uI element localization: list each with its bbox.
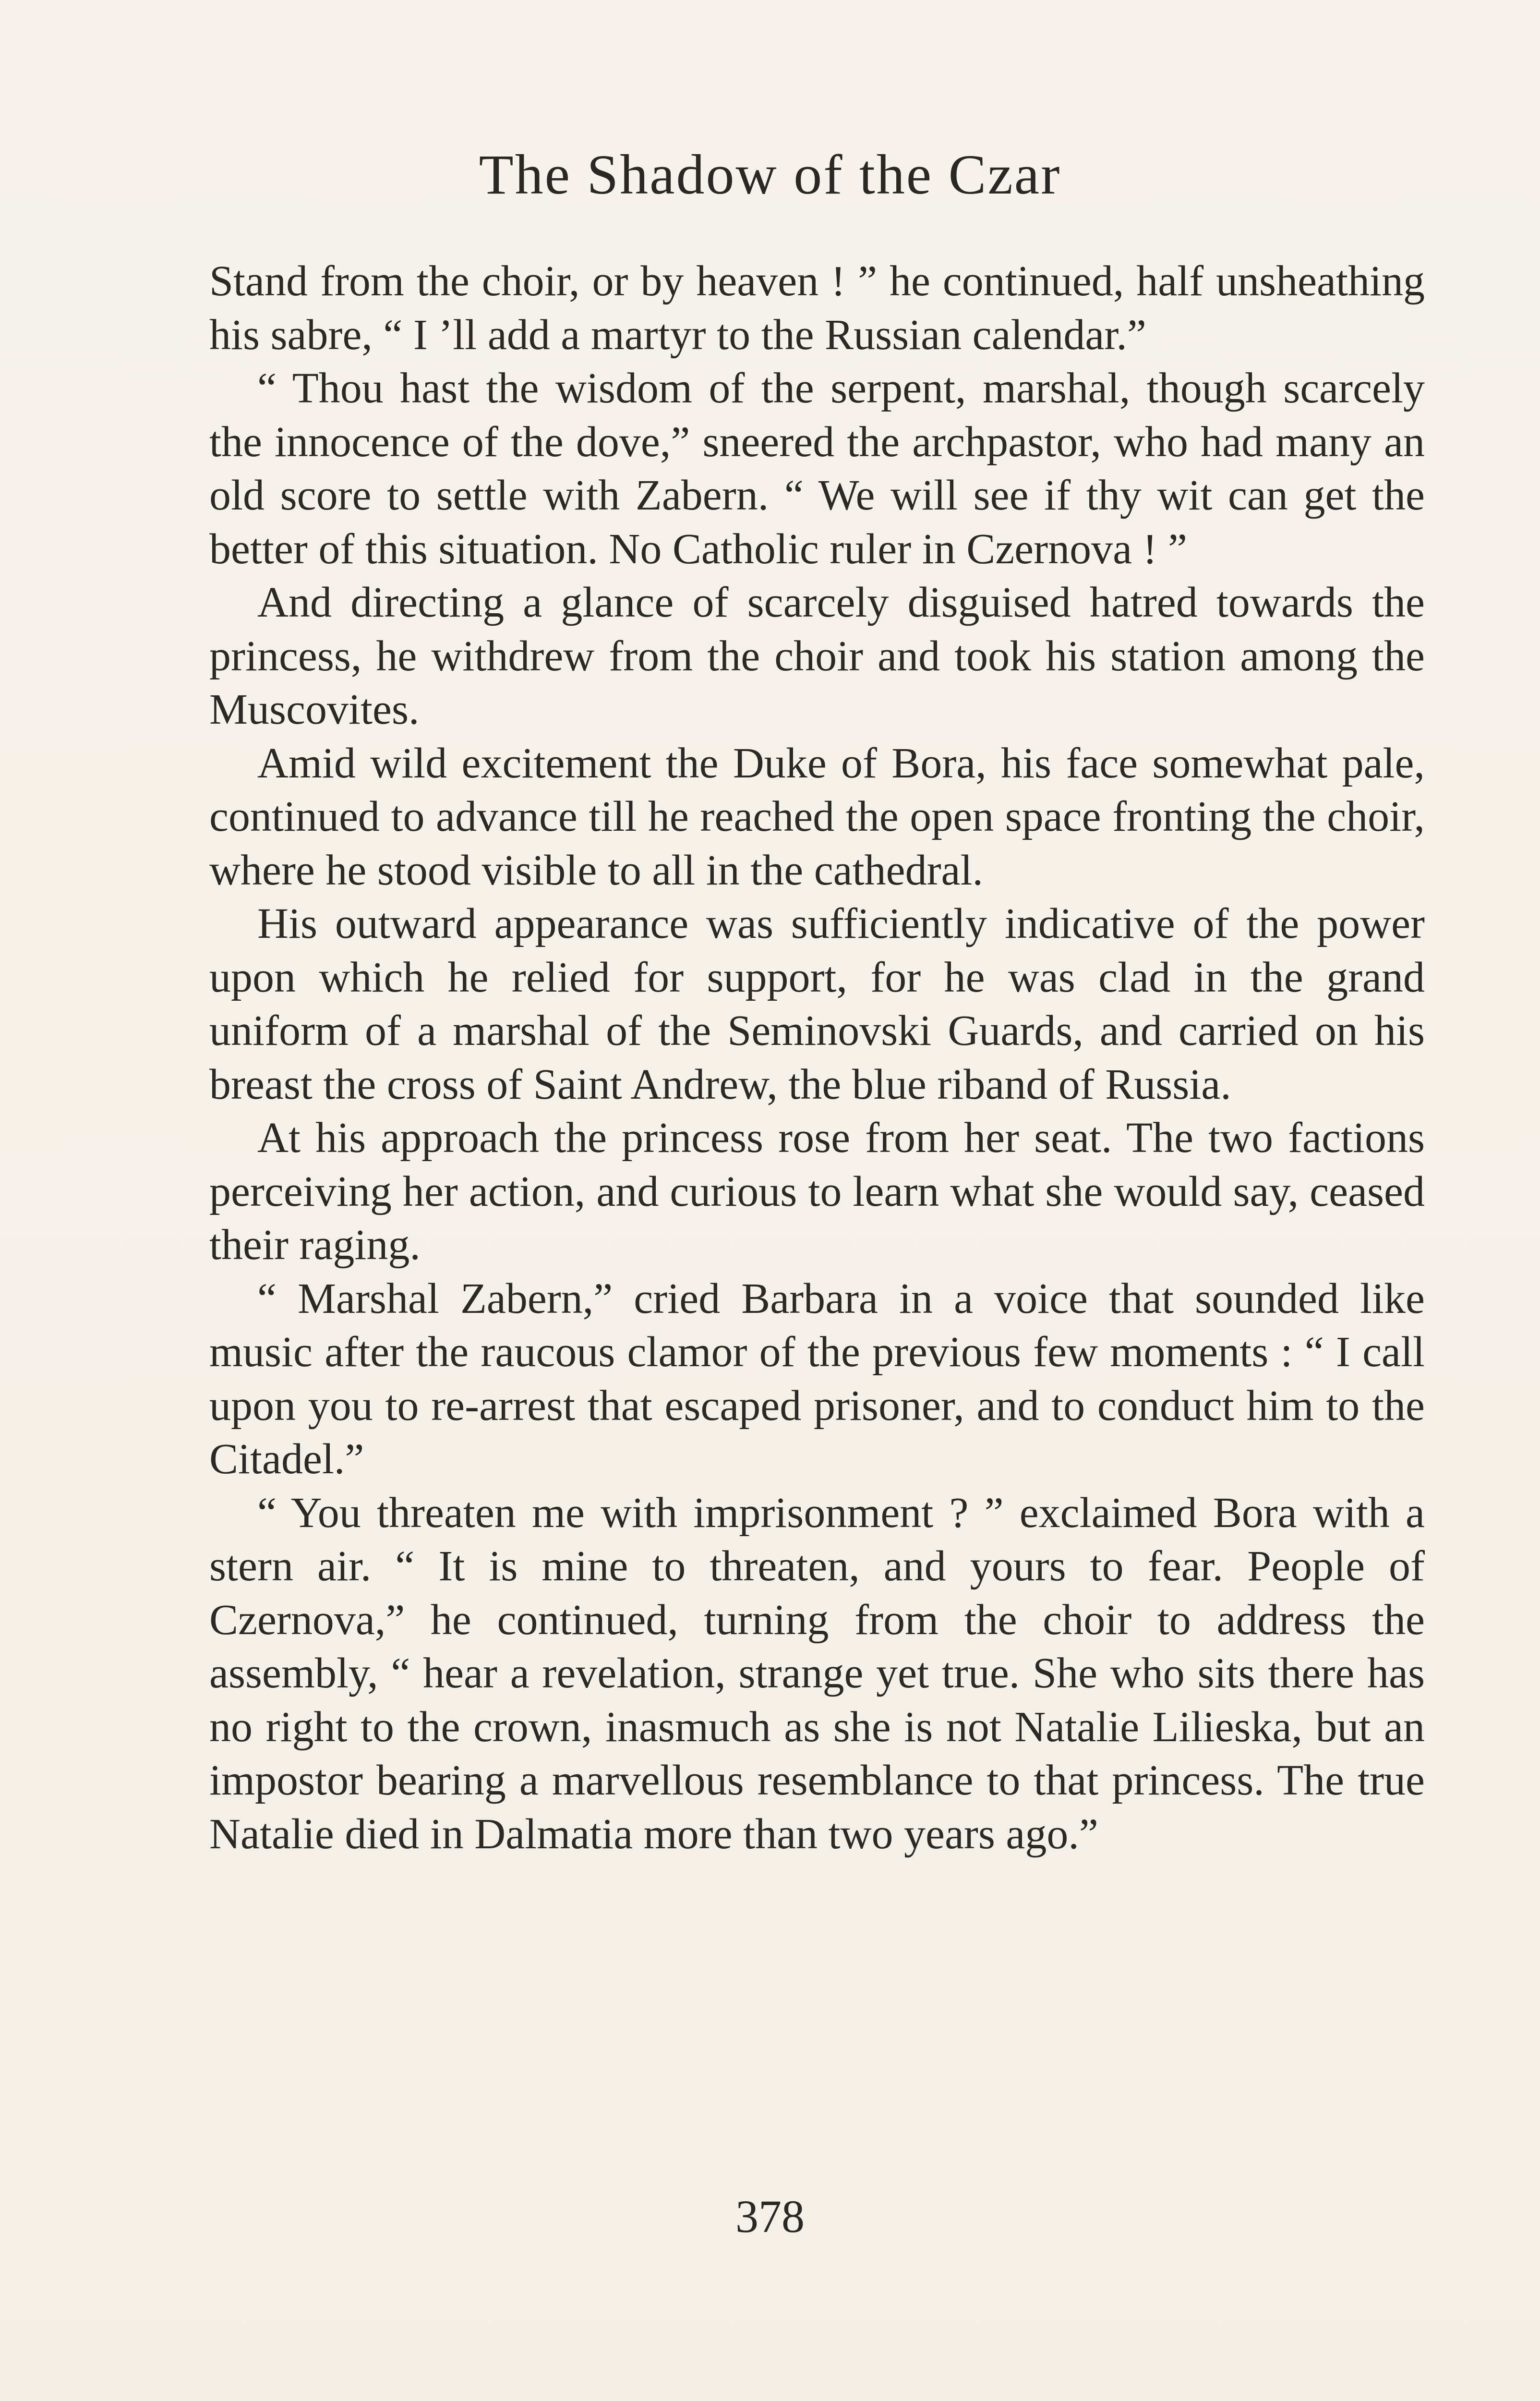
page-number: 378 (735, 2191, 805, 2242)
paragraph: At his approach the princess rose from her seat. The two factions perceiving her action, and curious to learn what she would say, ceased their raging. (209, 1114, 1425, 1269)
paragraph: “ Thou hast the wisdom of the serpent, marshal, though scarcely the innocence of the dove,” sneered the archpastor, who had many an old score to settle with Zabern. “ We will see if thy wit can get the better of this situation. No Catholic ruler in Czernova ! ” (209, 364, 1425, 573)
paragraph-continuation: Stand from the choir, or by heaven ! ” he continued, half unsheathing his sabre, “ I ’ll add a martyr to the Russian calendar.” (209, 257, 1425, 359)
body-text (209, 255, 1425, 1861)
paragraph: Amid wild excitement the Duke of Bora, his face somewhat pale, continued to advance till he reached the open space fronting the choir, where he stood visible to all in the cathedral. (209, 739, 1425, 894)
paragraph: His outward appearance was sufficiently indicative of the power upon which he relied for support, for he was clad in the grand uniform of a marshal of the Seminovski Guards, and carried on his breast the cross of Saint Andrew, the blue riband of Russia. (209, 900, 1425, 1108)
paragraph: And directing a glance of scarcely disguised hatred towards the princess, he withdrew from the choir and took his station among the Muscovites. (209, 579, 1425, 733)
paragraph: “ Marshal Zabern,” cried Barbara in a voice that sounded like music after the raucous clamor of the previous few moments : “ I call upon you to re-arrest that escaped prisoner, and to conduct him to the Citadel.” (209, 1274, 1425, 1483)
running-title: The Shadow of the Czar (479, 143, 1061, 206)
paragraph: “ You threaten me with imprisonment ? ” exclaimed Bora with a stern air. “ It is mine to threaten, and yours to fear. People of Czernova,” he continued, turning from the choir to address the assembly, “ hear a revelation, strange yet true. She who sits there has no right to the crown, inasmuch as she is not Natalie Lilieska, but an impostor bearing a marvellous resemblance to that princess. The true Natalie died in Dalmatia more than two years ago.” (209, 1489, 1425, 1858)
